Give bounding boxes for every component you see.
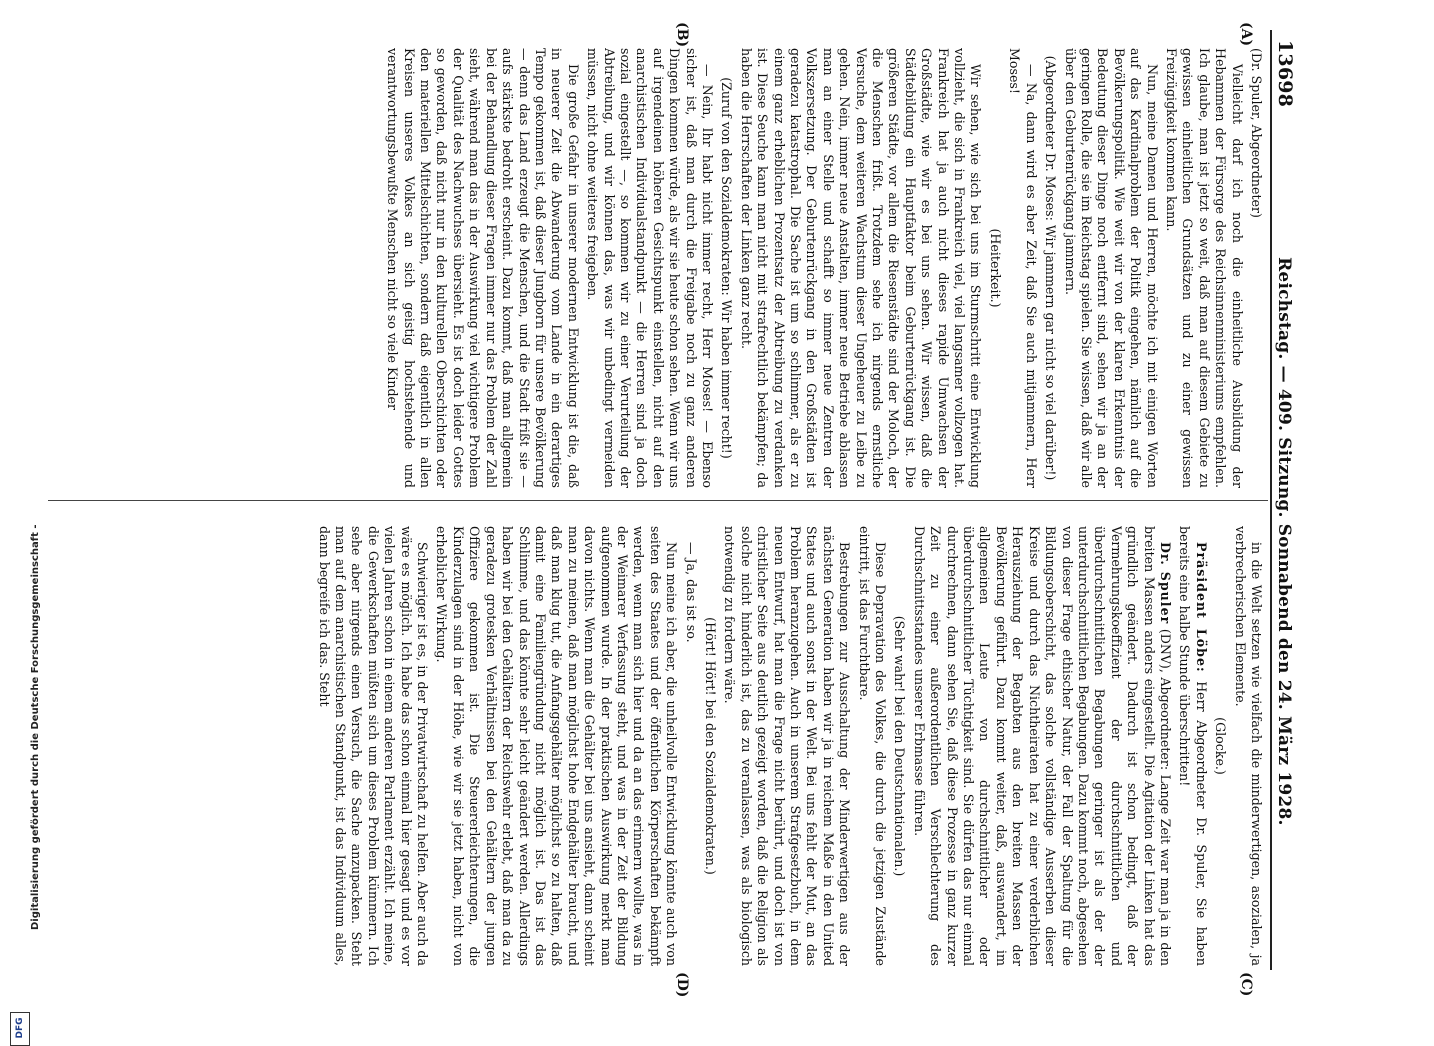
speaker-label: (Dr. Spuler, Abgeordneter) — [1249, 48, 1264, 218]
right-column — [54, 526, 1264, 966]
margin-mark-c: (C) — [1238, 972, 1254, 997]
speech-paragraph: — Nein, Ihr habt nicht immer recht, Herr Moses! — Ebenso sicher ist, daß man durch die Freigabe noch zu ganz anderen Dingen kommen würde, als wir sie heute schon sehen. Wenn wir uns auf irgendeinen höheren Gesichtspunkt einstellen, nicht auf den anarchistischen Individualstandpunkt — die Herren sind ja doch sozial eingestellt —, so kommen wir zu einer Verurteilung der Abtreibung, und wir können das, was wir unbedingt vermeiden müssen, nicht ohne weiteres freigeben. — [585, 48, 715, 488]
interjection: (Glocke.) — [1213, 717, 1229, 775]
page-number: 13698 — [1274, 40, 1296, 108]
speech-paragraph: Nun meine ich aber, die unheilvolle Entwicklung könnte auch von seiten des Staates und der öffentlichen Körperschaften bekämpft werden, wenn man sich hier und da an das erinnern wollte, was in der Weimarer Verfassung steht, und was in der Zeit der Bildung aufgenommen wurde. In der praktischen Auswirkung merkt man davon nichts. Wenn man die Gehälter bei uns ansieht, dann scheint man zu meinen, daß man möglichst hohe Endgehälter braucht, und daß man klug tut, die Anfangsgehälter möglichst so zu halten, daß damit eine Familiengründung nicht möglich ist. Das ist das Schlimme, und das könnte sehr leicht geändert werden. Allerdings haben wir bei den Gehältern der Reichswehr erlebt, daß man da zu geradezu grotesken Verhältnissen bei den Gehältern der jungen Offiziere gekommen ist. Die Steuererleichterungen, die Kinderzulagen sind in der Höhe, wie wir sie jetzt haben, nicht von erheblicher Wirkung. — [434, 526, 680, 966]
header-rule — [1270, 30, 1272, 970]
speech-paragraph: in die Welt setzen wie vielfach die minderwertigen, asozialen, ja verbrecherischen Elemente. — [1232, 526, 1264, 966]
dfg-logo-text: DFG — [15, 1017, 25, 1039]
margin-mark-d: (D) — [674, 972, 690, 998]
page-header — [1274, 40, 1314, 970]
speech-paragraph: — Ja, das ist so. — [683, 542, 699, 643]
interjection: (Abgeordneter Dr. Moses: Wir jammern gar nicht so viel darüber!) — [1043, 55, 1059, 481]
paragraph-text: Herr Abgeordneter Dr. Spuler, Sie haben bereits eine halbe Stunde überschritten! — [1177, 526, 1209, 966]
speech-paragraph: Die große Gefahr in unserer modernen Entwicklung ist die, daß in neuerer Zeit die Abwanderung vom Lande in ein derartiges Tempo gekommen ist, daß dieser Jungborn für unsere Bevölkerung — denn das Land erzeugt die Menschen, und die Stadt frißt sie — aufs stärkste bedroht erscheint. Dazu kommt, daß man allgemein bei der Behandlung dieser Fragen immer nur das Problem der Zahl sieht, während man das in der Auswirkung viel wichtigere Problem der Qualität des Nachwuchses übersieht. Es ist doch leider Gottes so geworden, daß nicht nur in den kulturellen Oberschichten oder den materiellen Mittelschichten, sondern daß eigentlich in allen Kreisen unseres Volkes an sich geistig hochstehende und verantwortungsbewußte Menschen nicht so viele Kinder — [385, 48, 581, 488]
footer-credit: Digitalisierung gefördert durch die Deutsche Forschungsgemeinschaft - — [30, 524, 41, 930]
speaker-name: Präsident Löbe: — [1193, 542, 1209, 673]
interjection: (Zuruf von den Sozialdemokraten: Wir haben immer recht!) — [719, 77, 735, 459]
digitization-footer — [8, 50, 41, 1039]
dfg-logo — [10, 1012, 30, 1046]
page-title: Reichstag. — 409. Sitzung. Sonnabend den 24. März 1928. — [1274, 257, 1294, 826]
speech-paragraph: Diese Depravation des Volkes, die durch die jetzigen Zustände eintritt, ist das Furchtbare. — [856, 526, 889, 966]
document-page — [50, 0, 1350, 1000]
speech-paragraph: Wir sehen, wie sich bei uns im Sturmschritt eine Entwicklung vollzieht, die sich in Frankreich viel, viel langsamer vollzogen hat. Frankreich hat ja auch nicht dieses rapide Umwachsen der Großstädte, wie wir es bei uns sehen. Wir wissen, daß die Städtebildung ein Hauptfaktor beim Geburtenrückgang ist. Die größeren Städte, vor allem die Riesenstädte sind der Moloch, der die Menschen frißt. Trotzdem sehe ich nirgends ernstliche Versuche, dem weiteren Wachstum dieser Ungeheuer zu Leibe zu gehen. Nein, immer neue Anstalten, immer neue Betriebe ablassen man an einer Stelle und schafft so immer neue Zentren der Volkszersetzung. Der Geburtenrückgang in den Großstädten ist geradezu katastrophal. Die Sache ist um so schlimmer, als er zu einem ganz erheblichen Prozentsatz der Abtreibung zu verdanken ist. Diese Seuche kann man nicht mit strafrechtlich bekämpfen; da haben die Herrschaften der Linken ganz recht. — [738, 48, 984, 488]
interjection: (Sehr wahr! bei den Deutschnationalen.) — [892, 615, 908, 877]
left-column — [54, 48, 1264, 488]
interjection: (Hört! Hört! bei den Sozialdemokraten.) — [703, 617, 718, 875]
column-divider — [48, 500, 1268, 501]
speech-paragraph: — Na, dann wird es aber Zeit, daß Sie auch mitjammern, Herr Moses! — [1007, 48, 1039, 488]
paragraph-text: (DNV), Abgeordneter: Lange Zeit war man ja in den breiten Massen anders eingestellt. Die Agitation der Linken hat das gründlich geändert. Dadurch ist schon bedingt, daß der Vermehrungskoeffizient der durchschnittlichen und überdurchschnittlichen Begabungen geringer ist als der der unterdurchschnittlichen Begabungen. Dazu kommt noch, abgesehen von dieser Frage ethischer Natur, der Fall der Spaltung für die Bildungsoberschicht, das solche vollständige Ausserben dieser Kreise und durch das Nichtheiraten hat zu einer verderblichen Herausziehung der Begabten aus den breiten Massen der Bevölkerung geführt. Dazu kommt weiter, daß, auswandert, im allgemeinen Leute von durchschnittlicher oder überdurchschnittlicher Tüchtigkeit sind. Sie dürfen das nur einmal durchrechnen, dann sehen Sie, daß diese Prozesse in ganz kurzer Zeit zu einer außerordentlichen Verschlechterung des Durchschnittsstandes unserer Erbmasse führen. — [911, 526, 1173, 966]
speech-paragraph — [910, 526, 1173, 966]
speaker-name: Dr. Spuler — [1157, 542, 1173, 625]
speech-paragraph: Nun, meine Damen und Herren, möchte ich mit einigen Worten auf das Kardinalproblem der Politik eingehen, nämlich auf die Bevölkerungspolitik. Wie weit wir von der klaren Erkenntnis der Bedeutung dieser Dinge noch entfernt sind, sehen wir ja an der geringen Rolle, die sie im Reichstag spielen. Sie wissen, daß wir alle über den Geburtenrückgang jammern. — [1062, 48, 1160, 488]
margin-mark-a: (A) — [1238, 22, 1254, 47]
speech-paragraph: Vielleicht darf ich noch die einheitliche Ausbildung der Hebammen der Fürsorge des Reichsinnenministeriums empfehlen. Ich glaube, man ist jetzt so weit, daß man auf diesem Gebiete zu gewissen einheitlichen Grundsätzen und zu einer gewissen Freizügigkeit kommen kann. — [1163, 48, 1245, 488]
speech-paragraph: Bestrebungen zur Ausschaltung der Minderwertigen aus der nächsten Generation haben wir ja in reichem Maße in den United States und auch sonst in der Welt. Bei uns fehlt der Mut, an das Problem heranzugehen. Auch in unserem Strafgesetzbuch, in dem neuen Entwurf, hat man die Frage nicht berührt, und doch ist von christlicher Seite aus deutlich gezeigt worden, daß die Religion als solche nicht hinderlich ist, das zu veranlassen, was als biologisch notwendig zu fordern wäre. — [722, 526, 853, 966]
president-remark — [1176, 526, 1209, 966]
speech-paragraph: Schwieriger ist es, in der Privatwirtschaft zu helfen. Aber auch da wäre es möglich. Ich habe das schon einmal hier gesagt und es vor vielen Jahren schon in einem anderen Parlament erzählt. Ich meine, die Gewerkschaften müßten sich um dieses Problem kümmern. Ich sehe aber nirgends einen Versuch, die Sache anzupacken. Steht man auf dem anarchistischen Standpunkt, ist das Individuum alles, dann begreife ich das. Steht — [316, 526, 431, 966]
interjection: (Heiterkeit.) — [987, 228, 1003, 308]
margin-mark-b: (B) — [674, 22, 690, 48]
